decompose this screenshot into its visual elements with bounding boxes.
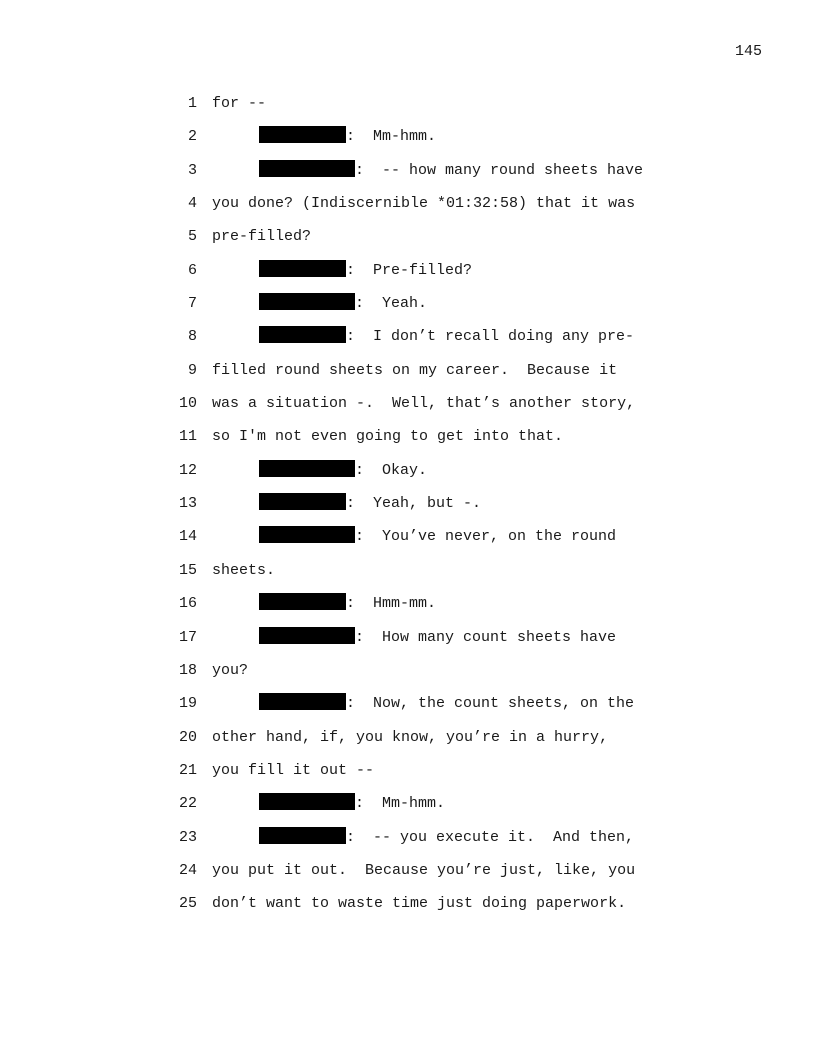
line-number: 16	[178, 595, 197, 613]
line-text	[212, 721, 608, 754]
line-text	[259, 787, 445, 820]
transcript-body	[0, 87, 816, 921]
spoken-text: : Now, the count sheets, on the	[346, 695, 635, 713]
spoken-text: you put it out. Because you’re just, like, you	[212, 861, 636, 879]
line-number: 6	[187, 261, 197, 279]
spoken-text: : Yeah.	[355, 295, 428, 313]
line-number: 2	[187, 128, 197, 146]
page-number: 145	[734, 43, 762, 60]
line-number: 19	[178, 695, 197, 713]
spoken-text: : Mm-hmm.	[346, 128, 437, 146]
transcript-line	[0, 654, 816, 687]
line-number: 24	[178, 861, 197, 879]
spoken-text: you?	[212, 661, 249, 679]
line-text	[259, 154, 643, 187]
line-text	[259, 520, 616, 553]
line-text	[259, 120, 436, 153]
transcript-line	[0, 387, 816, 420]
line-number: 3	[187, 161, 197, 179]
redacted-speaker-name	[259, 126, 346, 143]
transcript-line	[0, 587, 816, 620]
line-text	[212, 887, 626, 920]
line-number: 14	[178, 528, 197, 546]
transcript-line	[0, 487, 816, 520]
line-text	[259, 254, 472, 287]
line-text	[259, 621, 616, 654]
transcript-line	[0, 220, 816, 253]
transcript-line	[0, 320, 816, 353]
spoken-text: : Mm-hmm.	[355, 795, 446, 813]
line-number: 10	[178, 395, 197, 413]
line-number: 13	[178, 495, 197, 513]
line-text	[259, 487, 481, 520]
redacted-speaker-name	[259, 493, 346, 510]
spoken-text: was a situation -. Well, that’s another story,	[212, 395, 636, 413]
line-number: 1	[187, 95, 197, 112]
line-number: 12	[178, 461, 197, 479]
line-number: 25	[178, 895, 197, 913]
spoken-text: : Okay.	[355, 461, 428, 479]
redacted-speaker-name	[259, 326, 346, 343]
redacted-speaker-name	[259, 693, 346, 710]
transcript-line	[0, 520, 816, 553]
spoken-text: don’t want to waste time just doing paperwork.	[212, 895, 627, 913]
transcript-line	[0, 721, 816, 754]
redacted-speaker-name	[259, 827, 346, 844]
spoken-text: you fill it out --	[212, 761, 375, 779]
line-number: 22	[178, 795, 197, 813]
spoken-text: : You’ve never, on the round	[355, 528, 617, 546]
spoken-text: : Yeah, but -.	[346, 495, 482, 513]
line-number: 8	[187, 328, 197, 346]
transcript-line	[0, 854, 816, 887]
transcript-line	[0, 821, 816, 854]
transcript-line	[0, 554, 816, 587]
line-text	[259, 687, 634, 720]
transcript-line	[0, 887, 816, 920]
line-number: 15	[178, 561, 197, 579]
spoken-text: so I'm not even going to get into that.	[212, 428, 564, 446]
line-text	[212, 87, 266, 120]
spoken-text: you done? (Indiscernible *01:32:58) that it was	[212, 195, 636, 213]
spoken-text: other hand, if, you know, you’re in a hurry,	[212, 728, 609, 746]
spoken-text: filled round sheets on my career. Because it	[212, 361, 618, 379]
line-text	[259, 320, 634, 353]
redacted-speaker-name	[259, 793, 355, 810]
spoken-text: : I don’t recall doing any pre-	[346, 328, 635, 346]
transcript-line	[0, 187, 816, 220]
transcript-line	[0, 621, 816, 654]
line-number: 23	[178, 828, 197, 846]
transcript-line	[0, 287, 816, 320]
transcript-line	[0, 787, 816, 820]
line-number: 17	[178, 628, 197, 646]
line-text	[259, 454, 427, 487]
transcript-line	[0, 754, 816, 787]
transcript-line	[0, 120, 816, 153]
redacted-speaker-name	[259, 460, 355, 477]
redacted-speaker-name	[259, 593, 346, 610]
line-text	[212, 387, 635, 420]
spoken-text: : Pre-filled?	[346, 261, 473, 279]
line-text	[212, 554, 275, 587]
line-text	[212, 187, 635, 220]
redacted-speaker-name	[259, 260, 346, 277]
line-text	[212, 354, 617, 387]
line-number: 18	[178, 661, 197, 679]
line-text	[212, 220, 311, 253]
spoken-text: : -- how many round sheets have	[355, 161, 644, 179]
spoken-text: for --	[212, 95, 267, 112]
spoken-text: sheets.	[212, 561, 276, 579]
spoken-text: : Hmm-mm.	[346, 595, 437, 613]
spoken-text: pre-filled?	[212, 228, 312, 246]
line-number: 20	[178, 728, 197, 746]
line-number: 21	[178, 761, 197, 779]
transcript-line	[0, 420, 816, 453]
redacted-speaker-name	[259, 293, 355, 310]
line-text	[259, 821, 634, 854]
line-number: 7	[187, 295, 197, 313]
line-number: 9	[187, 361, 197, 379]
line-text	[259, 587, 436, 620]
transcript-line	[0, 254, 816, 287]
redacted-speaker-name	[259, 627, 355, 644]
redacted-speaker-name	[259, 160, 355, 177]
line-number: 5	[187, 228, 197, 246]
line-text	[212, 754, 374, 787]
redacted-speaker-name	[259, 526, 355, 543]
line-text	[212, 420, 563, 453]
transcript-line	[0, 687, 816, 720]
line-text	[259, 287, 427, 320]
spoken-text: : How many count sheets have	[355, 628, 617, 646]
line-text	[212, 654, 248, 687]
transcript-line	[0, 454, 816, 487]
spoken-text: : -- you execute it. And then,	[346, 828, 635, 846]
transcript-line	[0, 354, 816, 387]
transcript-line	[0, 154, 816, 187]
line-text	[212, 854, 635, 887]
line-number: 11	[178, 428, 197, 446]
line-number: 4	[187, 195, 197, 213]
transcript-line	[0, 87, 816, 120]
